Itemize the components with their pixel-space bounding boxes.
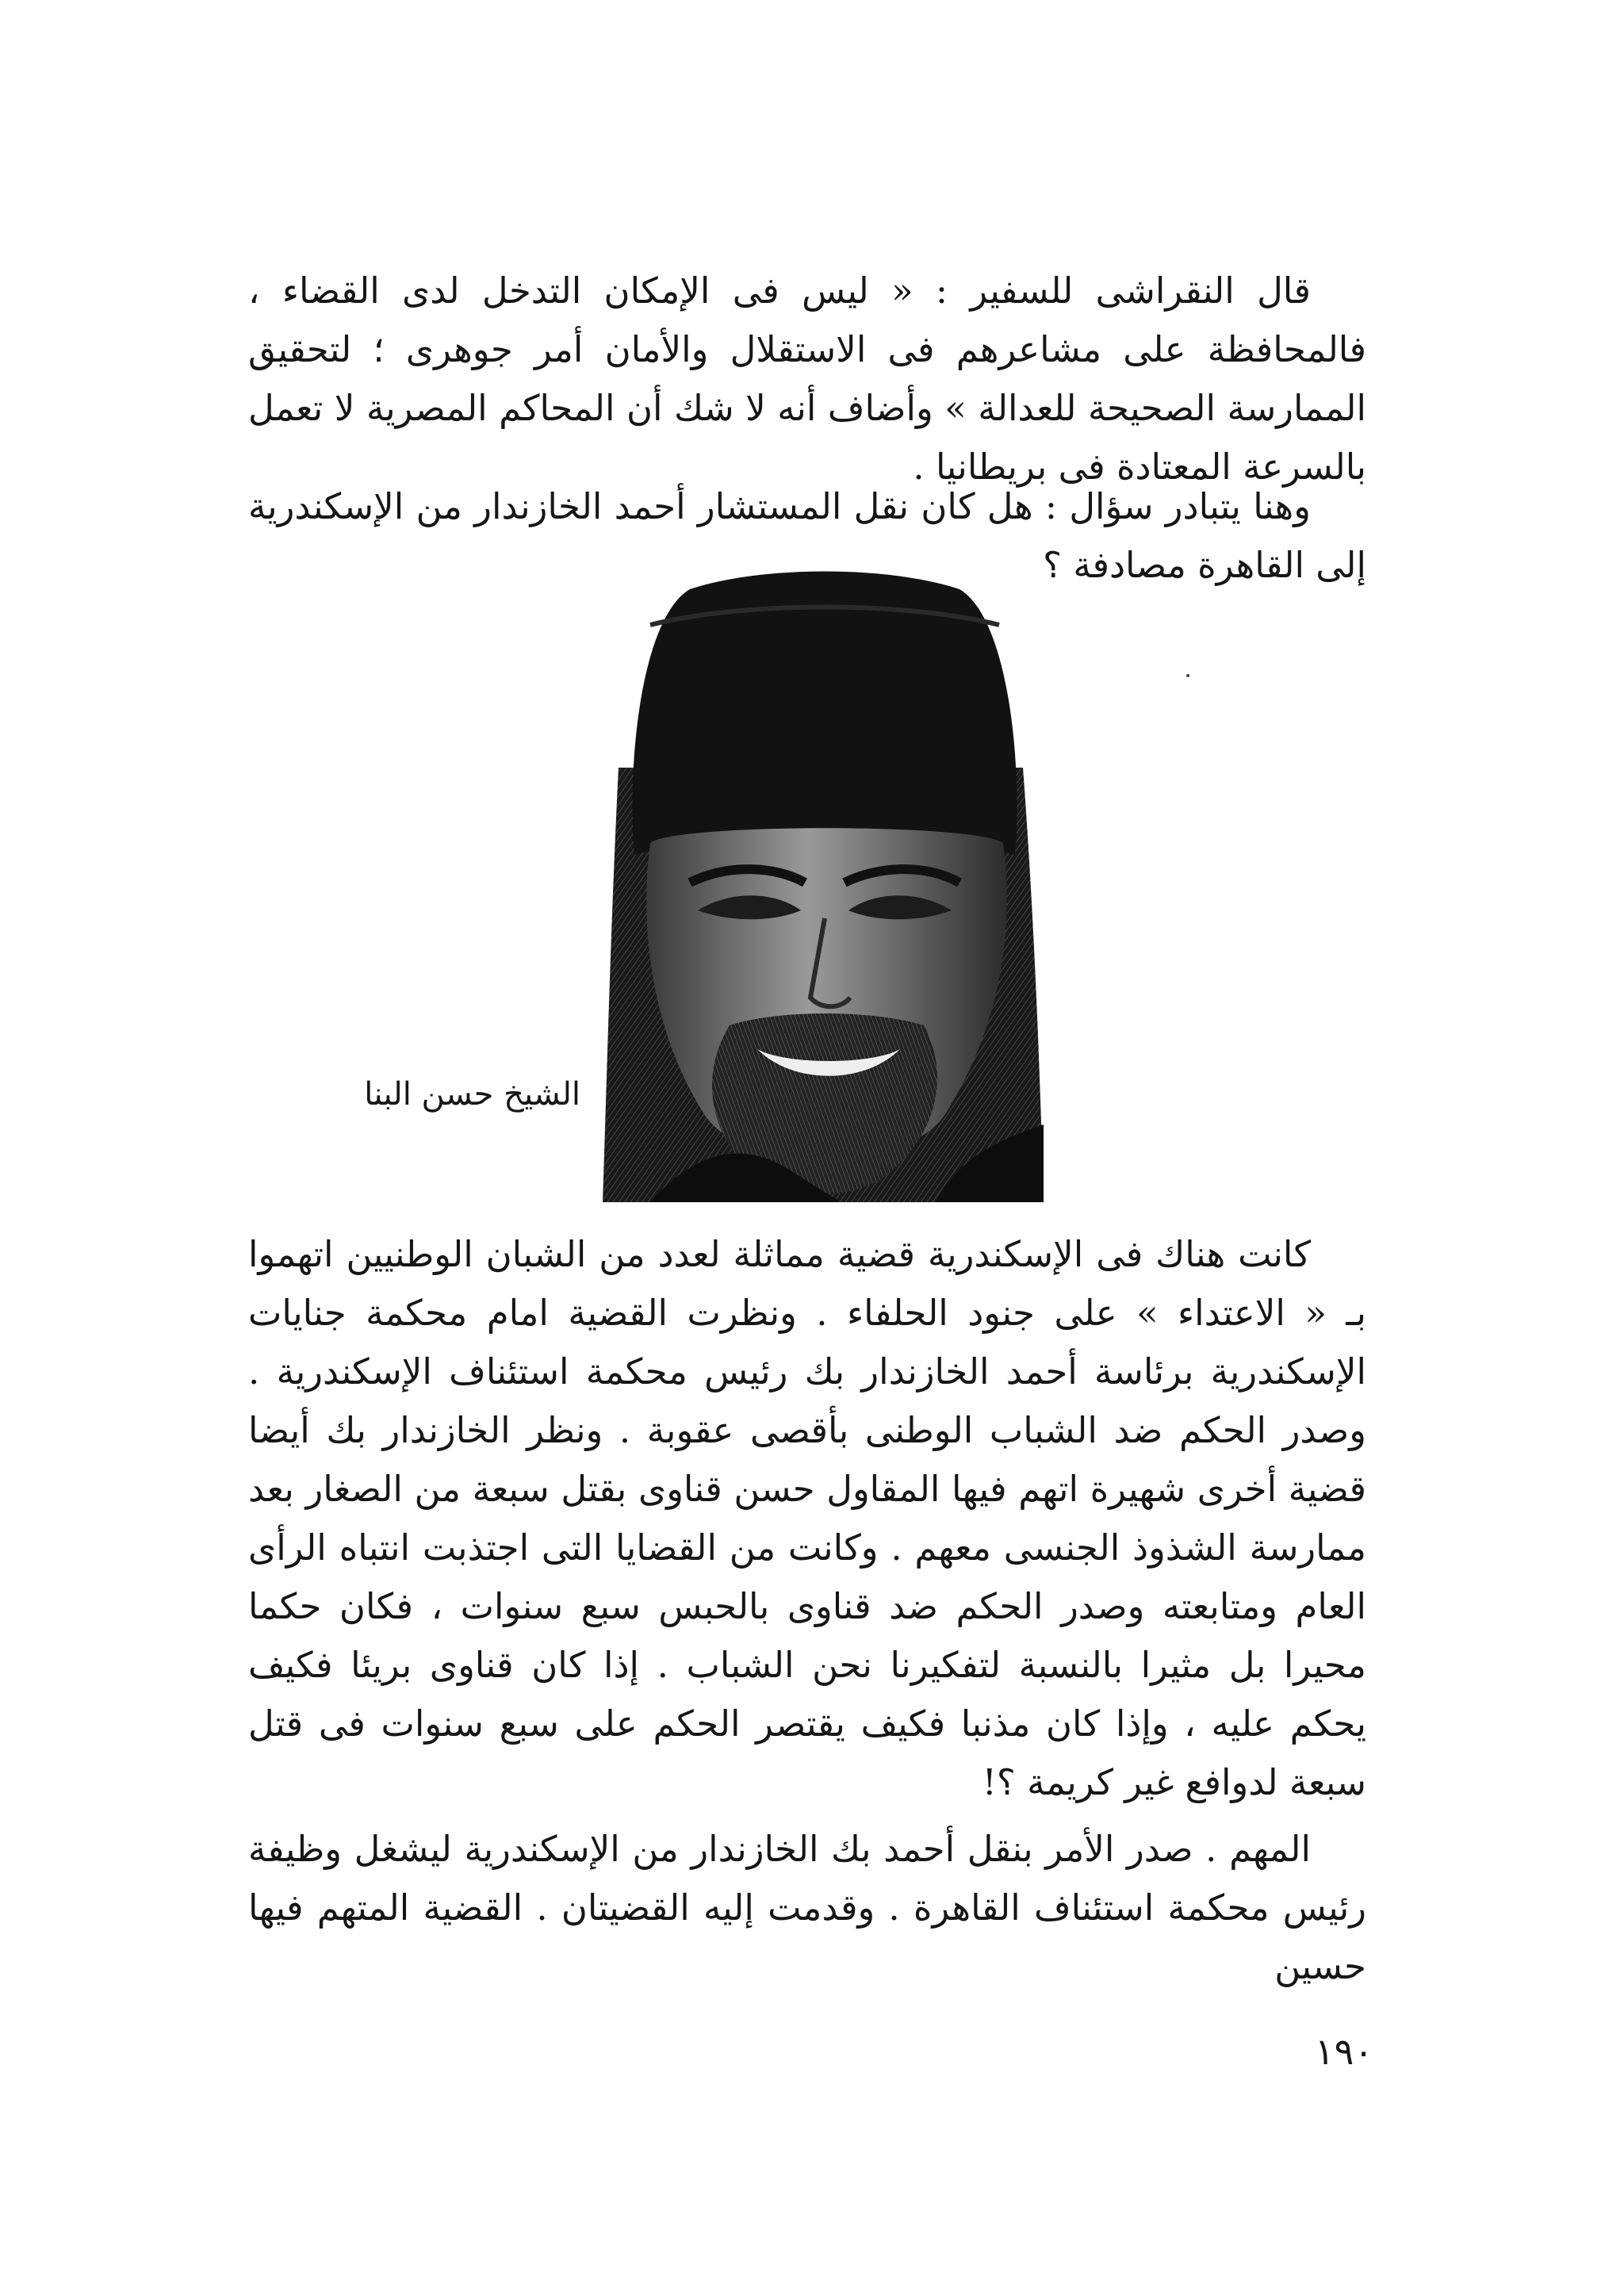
paragraph-text: كانت هناك فى الإسكندرية قضية مماثلة لعدد من الشبان الوطنيين اتهموا بـ « الاعتداء » على جنود الحلفاء . ونظرت القضية امام محكمة جنايات الإسكندرية برئاسة أحمد الخازندار بك رئيس محكمة استئناف الإسكندرية . وصدر الحكم ضد الشباب الوطنى بأقصى عقوبة . ونظر الخازندار بك أيضا قضية أخرى شهيرة اتهم فيها المقاول حسن قناوى بقتل سبعة من الصغار بعد ممارسة الشذوذ الجنسى معهم . وكانت من القضايا التى اجتذبت انتباه الرأى العام ومتابعته وصدر الحكم ضد قناوى بالحبس سبع سنوات ، فكان حكما محيرا بل مثيرا بالنسبة لتفكيرنا نحن الشباب . إذا كان قناوى بريئا فكيف يحكم عليه ، وإذا كان مذنبا فكيف يقتصر الحكم على سبع سنوات فى قتل سبعة لدوافع غير كريمة ؟!: [248, 1233, 1366, 1803]
paragraph-nuqrashi-ambassador: [248, 262, 1366, 496]
portrait-illustration: [603, 569, 1044, 1202]
portrait-caption: الشيخ حسن البنا: [364, 1076, 580, 1113]
paragraph-text: وهنا يتبادر سؤال : هل كان نقل المستشار أحمد الخازندار من الإسكندرية إلى القاهرة مصادفة ؟: [248, 485, 1366, 586]
paragraph-transfer-order: [248, 1820, 1366, 1996]
paragraph-text: المهم . صدر الأمر بنقل أحمد بك الخازندار من الإسكندرية ليشغل وظيفة رئيس محكمة استئناف القاهرة . وقدمت إليه القضيتان . القضية المتهم فيها حسين: [248, 1828, 1366, 1987]
paragraph-alexandria-case: [248, 1225, 1366, 1812]
scan-speck: [1186, 674, 1189, 677]
portrait-photo: [603, 569, 1044, 1202]
paragraph-text: قال النقراشى للسفير : « ليس فى الإمكان التدخل لدى القضاء ، فالمحافظة على مشاعرهم فى الاستقلال والأمان أمر جوهرى ؛ لتحقيق الممارسة الصحيحة للعدالة » وأضاف أنه لا شك أن المحاكم المصرية لا تعمل بالسرعة المعتادة فى بريطانيا .: [248, 270, 1366, 488]
page-number: ١٩٠: [1314, 2030, 1373, 2073]
